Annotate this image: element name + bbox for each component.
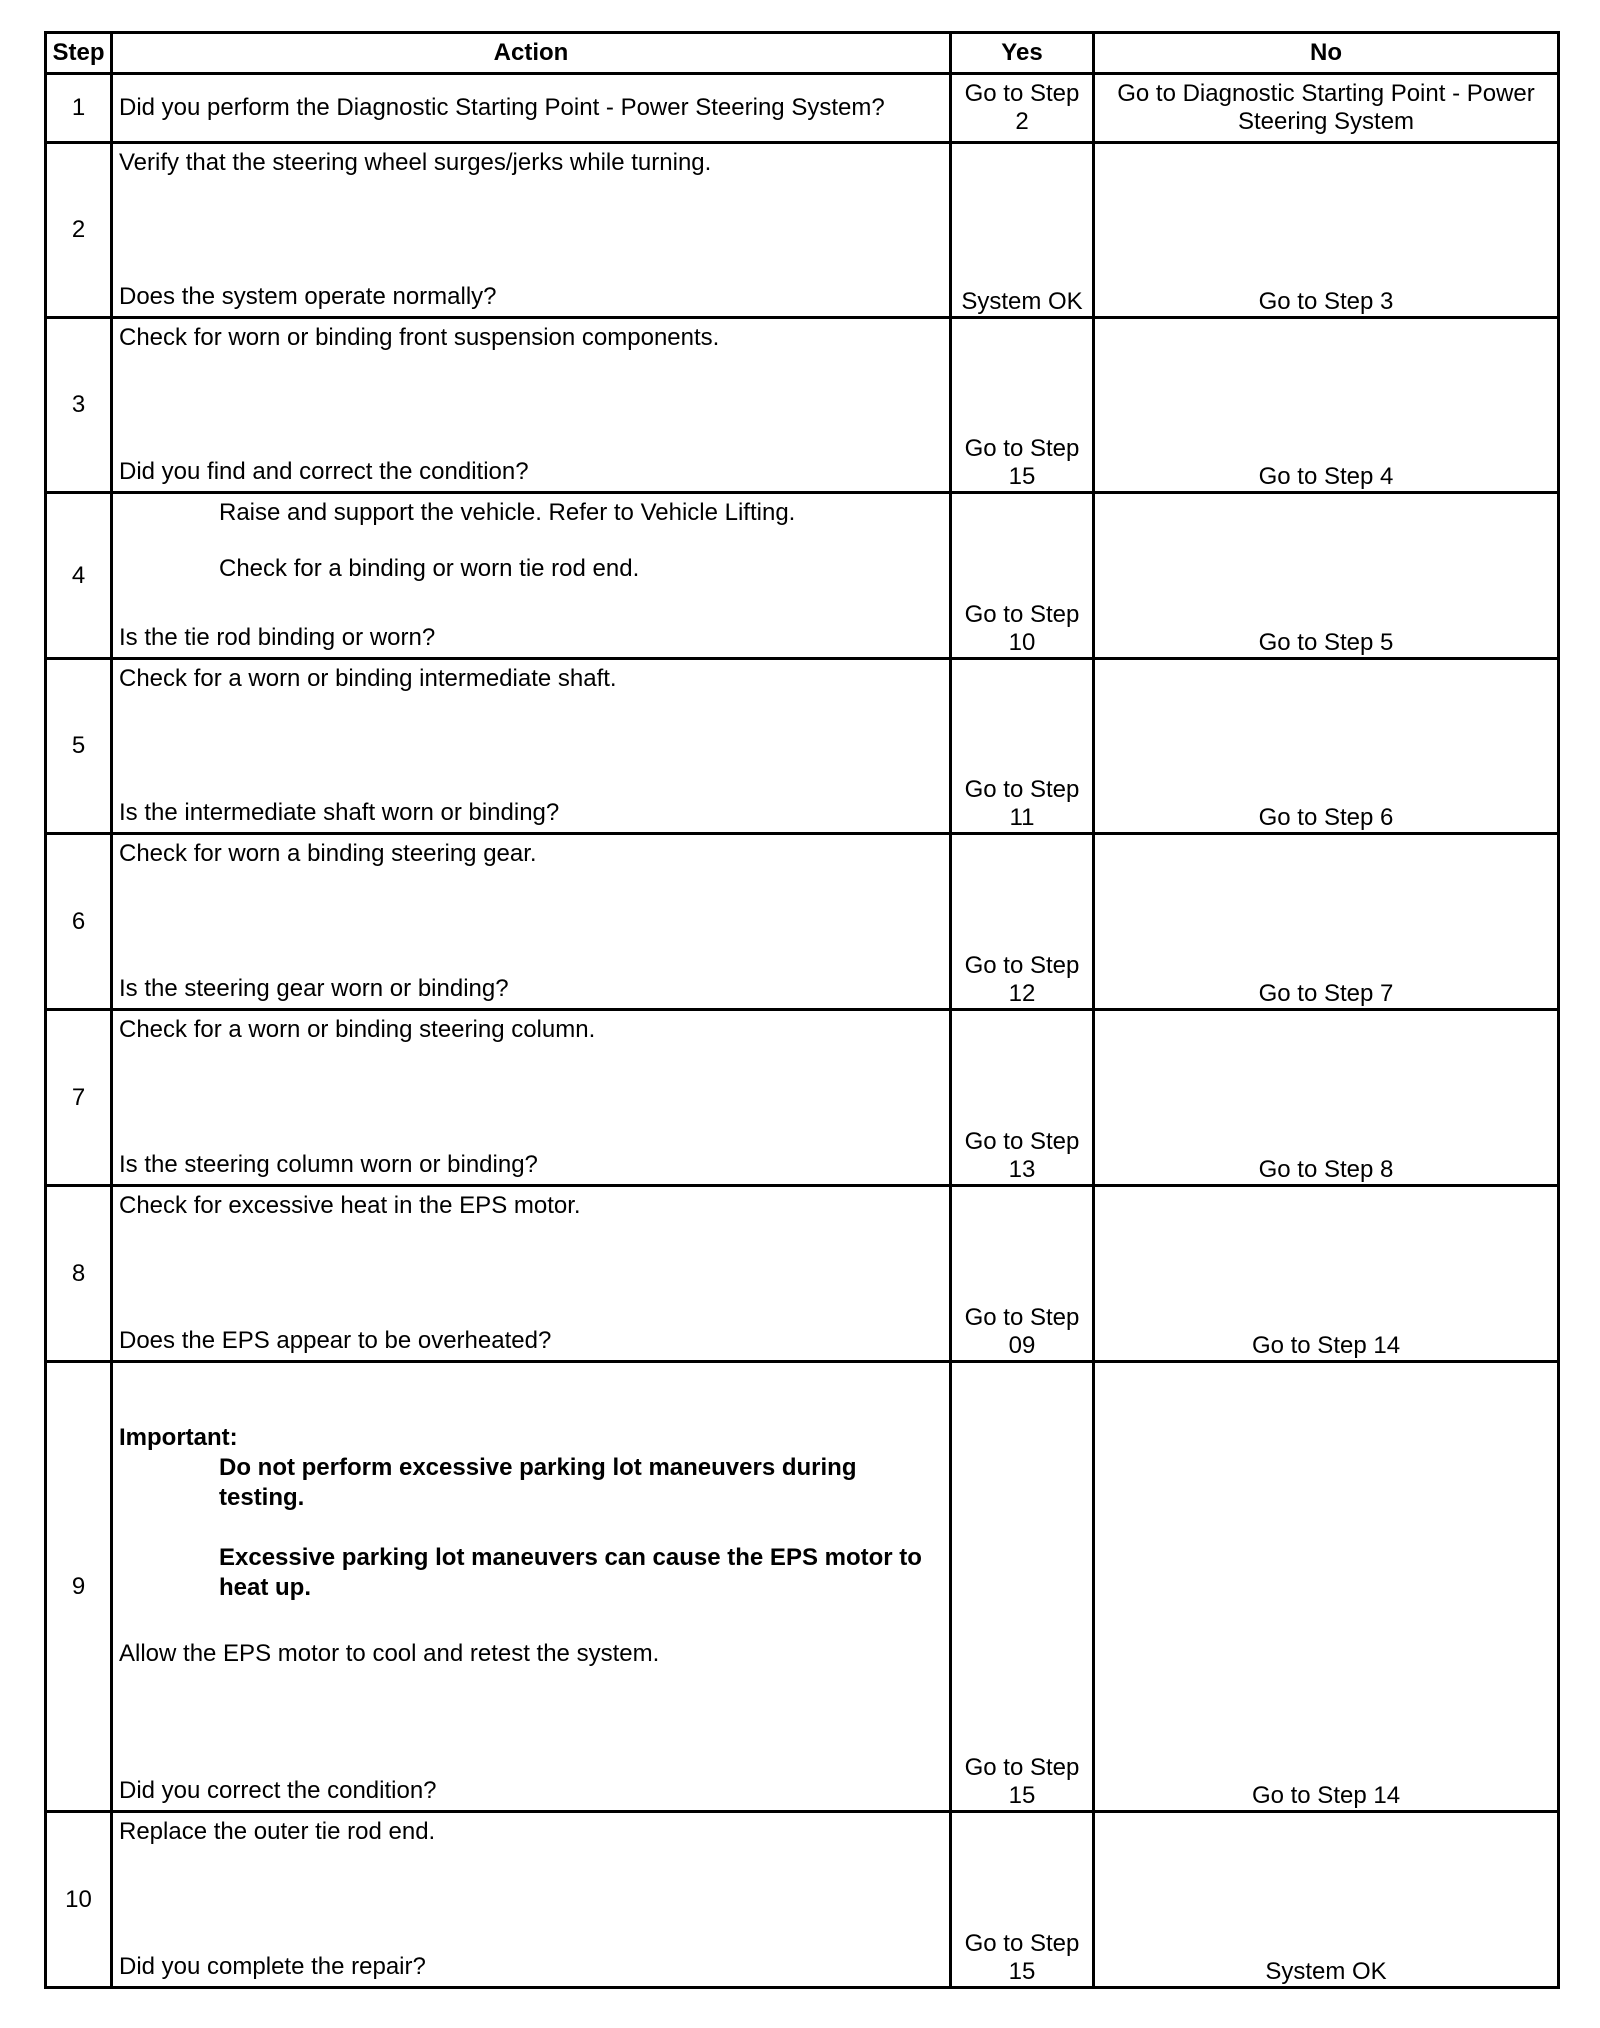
- yes-cell: [951, 1186, 1094, 1362]
- header-row: [46, 33, 1559, 74]
- no-cell: [1094, 1186, 1559, 1362]
- action-question: Does the system operate normally?: [119, 283, 497, 310]
- no-link[interactable]: Go to Step 4: [1258, 463, 1394, 490]
- action-cell: [112, 1010, 951, 1186]
- step-number: 10: [46, 1812, 112, 1988]
- action-instruction: Check for worn a binding steering gear.: [119, 840, 537, 867]
- step-number: 4: [46, 493, 112, 659]
- step-number: 5: [46, 659, 112, 834]
- yes-link[interactable]: Go to Step 15: [964, 1754, 1080, 1809]
- table-row: [46, 1186, 1559, 1362]
- no-link[interactable]: Go to Step 3: [1258, 288, 1394, 315]
- action-instruction: Check for excessive heat in the EPS motor.: [119, 1192, 581, 1219]
- yes-link[interactable]: Go to Step 15: [964, 1930, 1080, 1985]
- table-row: [46, 318, 1559, 493]
- yes-link[interactable]: System OK: [961, 288, 1083, 315]
- header-yes: Yes: [951, 33, 1094, 74]
- header-no: No: [1094, 33, 1559, 74]
- yes-link[interactable]: Go to Step 2: [964, 80, 1080, 135]
- yes-cell: [951, 659, 1094, 834]
- action-cell: [112, 1186, 951, 1362]
- no-link[interactable]: System OK: [1265, 1958, 1387, 1985]
- no-cell: [1094, 834, 1559, 1010]
- action-question: Did you find and correct the condition?: [119, 458, 529, 485]
- table-row: [46, 659, 1559, 834]
- header-step: Step: [46, 33, 112, 74]
- yes-link[interactable]: Go to Step 09: [964, 1304, 1080, 1359]
- table-row: [46, 493, 1559, 659]
- action-cell: [112, 1812, 951, 1988]
- action-instruction: Check for a worn or binding intermediate shaft.: [119, 665, 617, 692]
- action-instruction: Raise and support the vehicle. Refer to Vehicle Lifting.: [219, 499, 796, 526]
- table-row: [46, 74, 1559, 143]
- yes-cell: [951, 834, 1094, 1010]
- no-link[interactable]: Go to Step 7: [1258, 980, 1394, 1007]
- action-instruction: Verify that the steering wheel surges/jerks while turning.: [119, 149, 712, 176]
- action-instruction: Check for worn or binding front suspension components.: [119, 324, 720, 351]
- action-cell: [112, 74, 951, 143]
- no-cell: [1094, 1812, 1559, 1988]
- action-instruction: Check for a worn or binding steering column.: [119, 1016, 596, 1043]
- action-cell: [112, 659, 951, 834]
- action-question: Is the steering gear worn or binding?: [119, 975, 509, 1002]
- yes-cell: [951, 74, 1094, 143]
- no-cell: [1094, 1362, 1559, 1812]
- no-link[interactable]: Go to Step 5: [1258, 629, 1394, 656]
- action-question: Is the tie rod binding or worn?: [119, 624, 436, 651]
- table-row: [46, 834, 1559, 1010]
- action-question: Did you correct the condition?: [119, 1777, 437, 1804]
- no-cell: [1094, 318, 1559, 493]
- important-note: Do not perform excessive parking lot maneuvers during testing.: [219, 1454, 857, 1511]
- yes-cell: [951, 493, 1094, 659]
- no-link[interactable]: Go to Diagnostic Starting Point - Power Steering System: [1117, 80, 1535, 135]
- yes-cell: [951, 1010, 1094, 1186]
- action-cell: [112, 834, 951, 1010]
- step-number: 8: [46, 1186, 112, 1362]
- no-link[interactable]: Go to Step 8: [1258, 1156, 1394, 1183]
- table-row: [46, 1362, 1559, 1812]
- step-number: 9: [46, 1362, 112, 1812]
- action-question: Did you complete the repair?: [119, 1953, 426, 1980]
- no-link[interactable]: Go to Step 14: [1251, 1782, 1401, 1809]
- table-row: [46, 1812, 1559, 1988]
- no-link[interactable]: Go to Step 14: [1251, 1332, 1401, 1359]
- yes-cell: [951, 318, 1094, 493]
- no-link[interactable]: Go to Step 6: [1258, 804, 1394, 831]
- important-note: Excessive parking lot maneuvers can cause the EPS motor to heat up.: [219, 1544, 922, 1601]
- important-label: Important:: [119, 1424, 238, 1451]
- step-number: 2: [46, 143, 112, 318]
- yes-link[interactable]: Go to Step 12: [964, 952, 1080, 1007]
- action-cell: [112, 318, 951, 493]
- header-action: Action: [112, 33, 951, 74]
- yes-link[interactable]: Go to Step 13: [964, 1128, 1080, 1183]
- action-instruction: Replace the outer tie rod end.: [119, 1818, 436, 1845]
- table-row: [46, 143, 1559, 318]
- step-number: 6: [46, 834, 112, 1010]
- step-number: 7: [46, 1010, 112, 1186]
- no-cell: [1094, 74, 1559, 143]
- action-question: Is the intermediate shaft worn or binding?: [119, 799, 560, 826]
- action-instruction: Check for a binding or worn tie rod end.: [219, 555, 640, 582]
- diagnostic-table: [44, 31, 1560, 1989]
- action-cell: [112, 1362, 951, 1812]
- yes-cell: [951, 1362, 1094, 1812]
- step-number: 3: [46, 318, 112, 493]
- no-cell: [1094, 143, 1559, 318]
- no-cell: [1094, 493, 1559, 659]
- yes-link[interactable]: Go to Step 11: [964, 776, 1080, 831]
- no-cell: [1094, 659, 1559, 834]
- yes-cell: [951, 143, 1094, 318]
- yes-link[interactable]: Go to Step 10: [964, 601, 1080, 656]
- action-cell: [112, 493, 951, 659]
- action-instruction: Allow the EPS motor to cool and retest the system.: [119, 1640, 660, 1667]
- no-cell: [1094, 1010, 1559, 1186]
- action-question: Did you perform the Diagnostic Starting Point - Power Steering System?: [119, 94, 885, 121]
- yes-cell: [951, 1812, 1094, 1988]
- action-question: Is the steering column worn or binding?: [119, 1151, 538, 1178]
- yes-link[interactable]: Go to Step 15: [964, 435, 1080, 490]
- step-number: 1: [46, 74, 112, 143]
- action-question: Does the EPS appear to be overheated?: [119, 1327, 552, 1354]
- action-cell: [112, 143, 951, 318]
- table-row: [46, 1010, 1559, 1186]
